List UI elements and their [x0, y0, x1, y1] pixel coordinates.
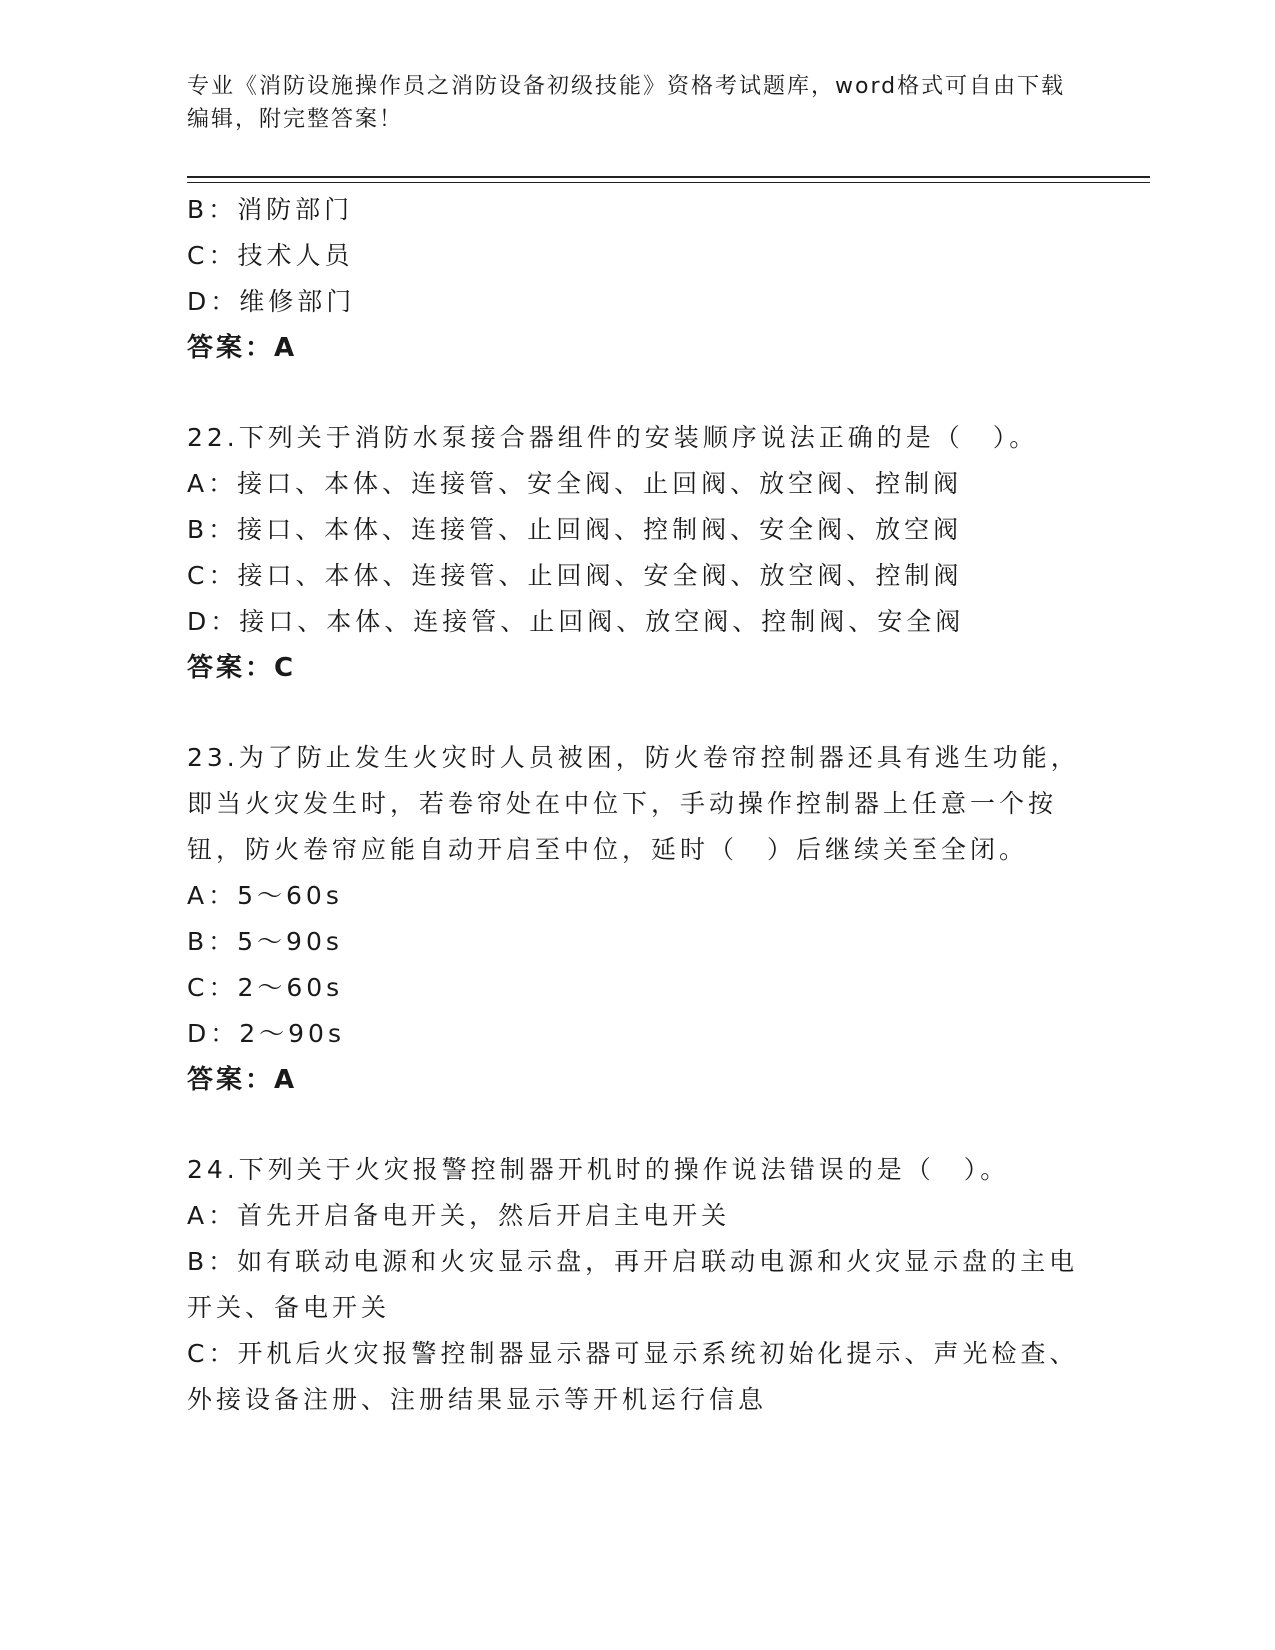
option-d: D：接口、本体、连接管、止回阀、放空阀、控制阀、安全阀: [187, 607, 965, 636]
answer-line: 答案：C: [187, 653, 297, 683]
option-b: B：消防部门: [187, 195, 354, 224]
option-c: C：接口、本体、连接管、止回阀、安全阀、放空阀、控制阀: [187, 561, 963, 590]
question-24: [187, 1147, 1087, 1423]
option-a: A：接口、本体、连接管、安全阀、止回阀、放空阀、控制阀: [187, 469, 963, 498]
option-c-line-2: 外接设备注册、注册结果显示等开机运行信息: [187, 1385, 768, 1414]
option-b-line-1: B：如有联动电源和火灾显示盘，再开启联动电源和火灾显示盘的主电: [187, 1247, 1079, 1276]
option-a: A：首先开启备电开关，然后开启主电开关: [187, 1201, 731, 1230]
option-d: D：2～90s: [187, 1019, 345, 1048]
spacer: [187, 691, 1087, 735]
header-rule-thick: [187, 176, 1150, 178]
spacer: [187, 371, 1087, 415]
answer-line: 答案：A: [187, 333, 298, 363]
option-c: C：2～60s: [187, 973, 344, 1002]
question-text-line-1: 23.为了防止发生火灾时人员被困，防火卷帘控制器还具有逃生功能，: [187, 743, 1080, 772]
option-c-line-1: C：开机后火灾报警控制器显示器可显示系统初始化提示、声光检查、: [187, 1339, 1079, 1368]
option-b-line-2: 开关、备电开关: [187, 1293, 391, 1322]
option-c: C：技术人员: [187, 241, 354, 270]
document-body: [187, 187, 1087, 1423]
question-21-tail: [187, 187, 1087, 371]
question-text: 22.下列关于消防水泵接合器组件的安装顺序说法正确的是（ ）。: [187, 423, 1039, 452]
option-b: B：接口、本体、连接管、止回阀、控制阀、安全阀、放空阀: [187, 515, 963, 544]
option-d: D：维修部门: [187, 287, 356, 316]
question-text-line-2: 即当火灾发生时，若卷帘处在中位下，手动操作控制器上任意一个按: [187, 789, 1058, 818]
header-title: 专业《消防设施操作员之消防设备初级技能》资格考试题库，word格式可自由下载编辑，附完整答案！: [187, 74, 1066, 132]
question-23: [187, 735, 1087, 1103]
question-text-line-3: 钮，防火卷帘应能自动开启至中位，延时（ ）后继续关至全闭。: [187, 835, 1029, 864]
option-b: B：5～90s: [187, 927, 343, 956]
option-a: A：5～60s: [187, 881, 343, 910]
question-22: [187, 415, 1087, 691]
page-header: [187, 70, 1067, 136]
answer-line: 答案：A: [187, 1065, 298, 1095]
question-text: 24.下列关于火灾报警控制器开机时的操作说法错误的是（ ）。: [187, 1155, 1010, 1184]
header-rule-thin: [187, 182, 1150, 183]
spacer: [187, 1103, 1087, 1147]
